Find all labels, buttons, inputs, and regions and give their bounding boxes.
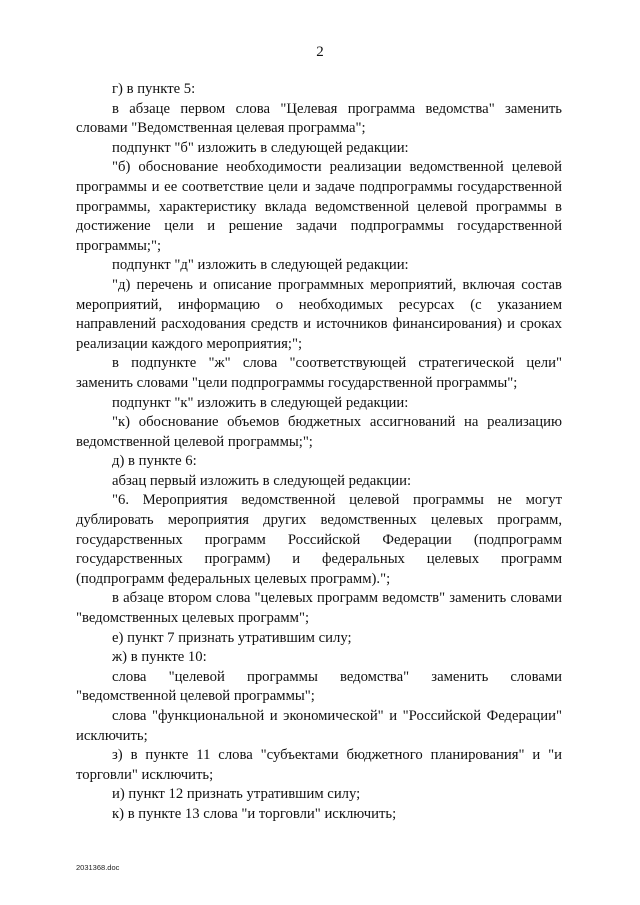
paragraph: "д) перечень и описание программных мероприятий, включая состав мероприятий, информацию о необходимых ресурсах (с указанием направлений расходования средств и источников финансирования) и сроках реализации каждого мероприятия;"; (76, 276, 562, 352)
paragraph: в абзаце первом слова "Целевая программа ведомства" заменить словами "Ведомственная целевая программа"; (76, 100, 562, 137)
paragraph: слова "функциональной и экономической" и "Российской Федерации" исключить; (76, 708, 562, 744)
paragraph: е) пункт 7 признать утратившим силу; (112, 629, 352, 646)
paragraph: ж) в пункте 10: (112, 649, 207, 666)
paragraph: г) в пункте 5: (112, 81, 196, 97)
page-number: 2 (316, 44, 324, 60)
paragraph: слова "целевой программы ведомства" заменить словами "ведомственной целевой программы"; (76, 668, 562, 705)
paragraph: д) в пункте 6: (112, 453, 197, 470)
paragraph: "б) обоснование необходимости реализации ведомственной целевой программы и ее соответствие цели и задаче подпрограммы государственной программы, характеристику вклада ведомственной целевой программы в достижение цели и решение задачи подпрограммы государственной программы;"; (76, 159, 562, 254)
paragraph: подпункт "б" изложить в следующей редакции: (112, 139, 409, 156)
paragraph: з) в пункте 11 слова "субъектами бюджетного планирования" и "и торговли" исключить; (76, 747, 562, 783)
document-body (76, 80, 562, 825)
paragraph: "к) обоснование объемов бюджетных ассигнований на реализацию ведомственной целевой программы;"; (76, 414, 562, 450)
paragraph: абзац первый изложить в следующей редакции: (112, 472, 412, 489)
paragraph: к) в пункте 13 слова "и торговли" исключить; (112, 805, 397, 822)
paragraph: в подпункте "ж" слова "соответствующей стратегической цели" заменить словами "цели подпрограммы государственной программы"; (76, 355, 562, 391)
paragraph: и) пункт 12 признать утратившим силу; (112, 786, 361, 803)
paragraph: в абзаце втором слова "целевых программ ведомств" заменить словами "ведомственных целевых программ"; (76, 590, 562, 627)
paragraph: подпункт "к" изложить в следующей редакции: (112, 394, 409, 411)
paragraph: "6. Мероприятия ведомственной целевой программы не могут дублировать мероприятия других ведомственных целевых программ, государственных программ Российской Федерации (подпрограмм государственных программ) и федеральных целевых программ (подпрограмм федеральных целевых программ)."; (76, 492, 562, 587)
footer-filename: 2031368.doc (76, 863, 120, 872)
paragraph: подпункт "д" изложить в следующей редакции: (112, 257, 409, 274)
